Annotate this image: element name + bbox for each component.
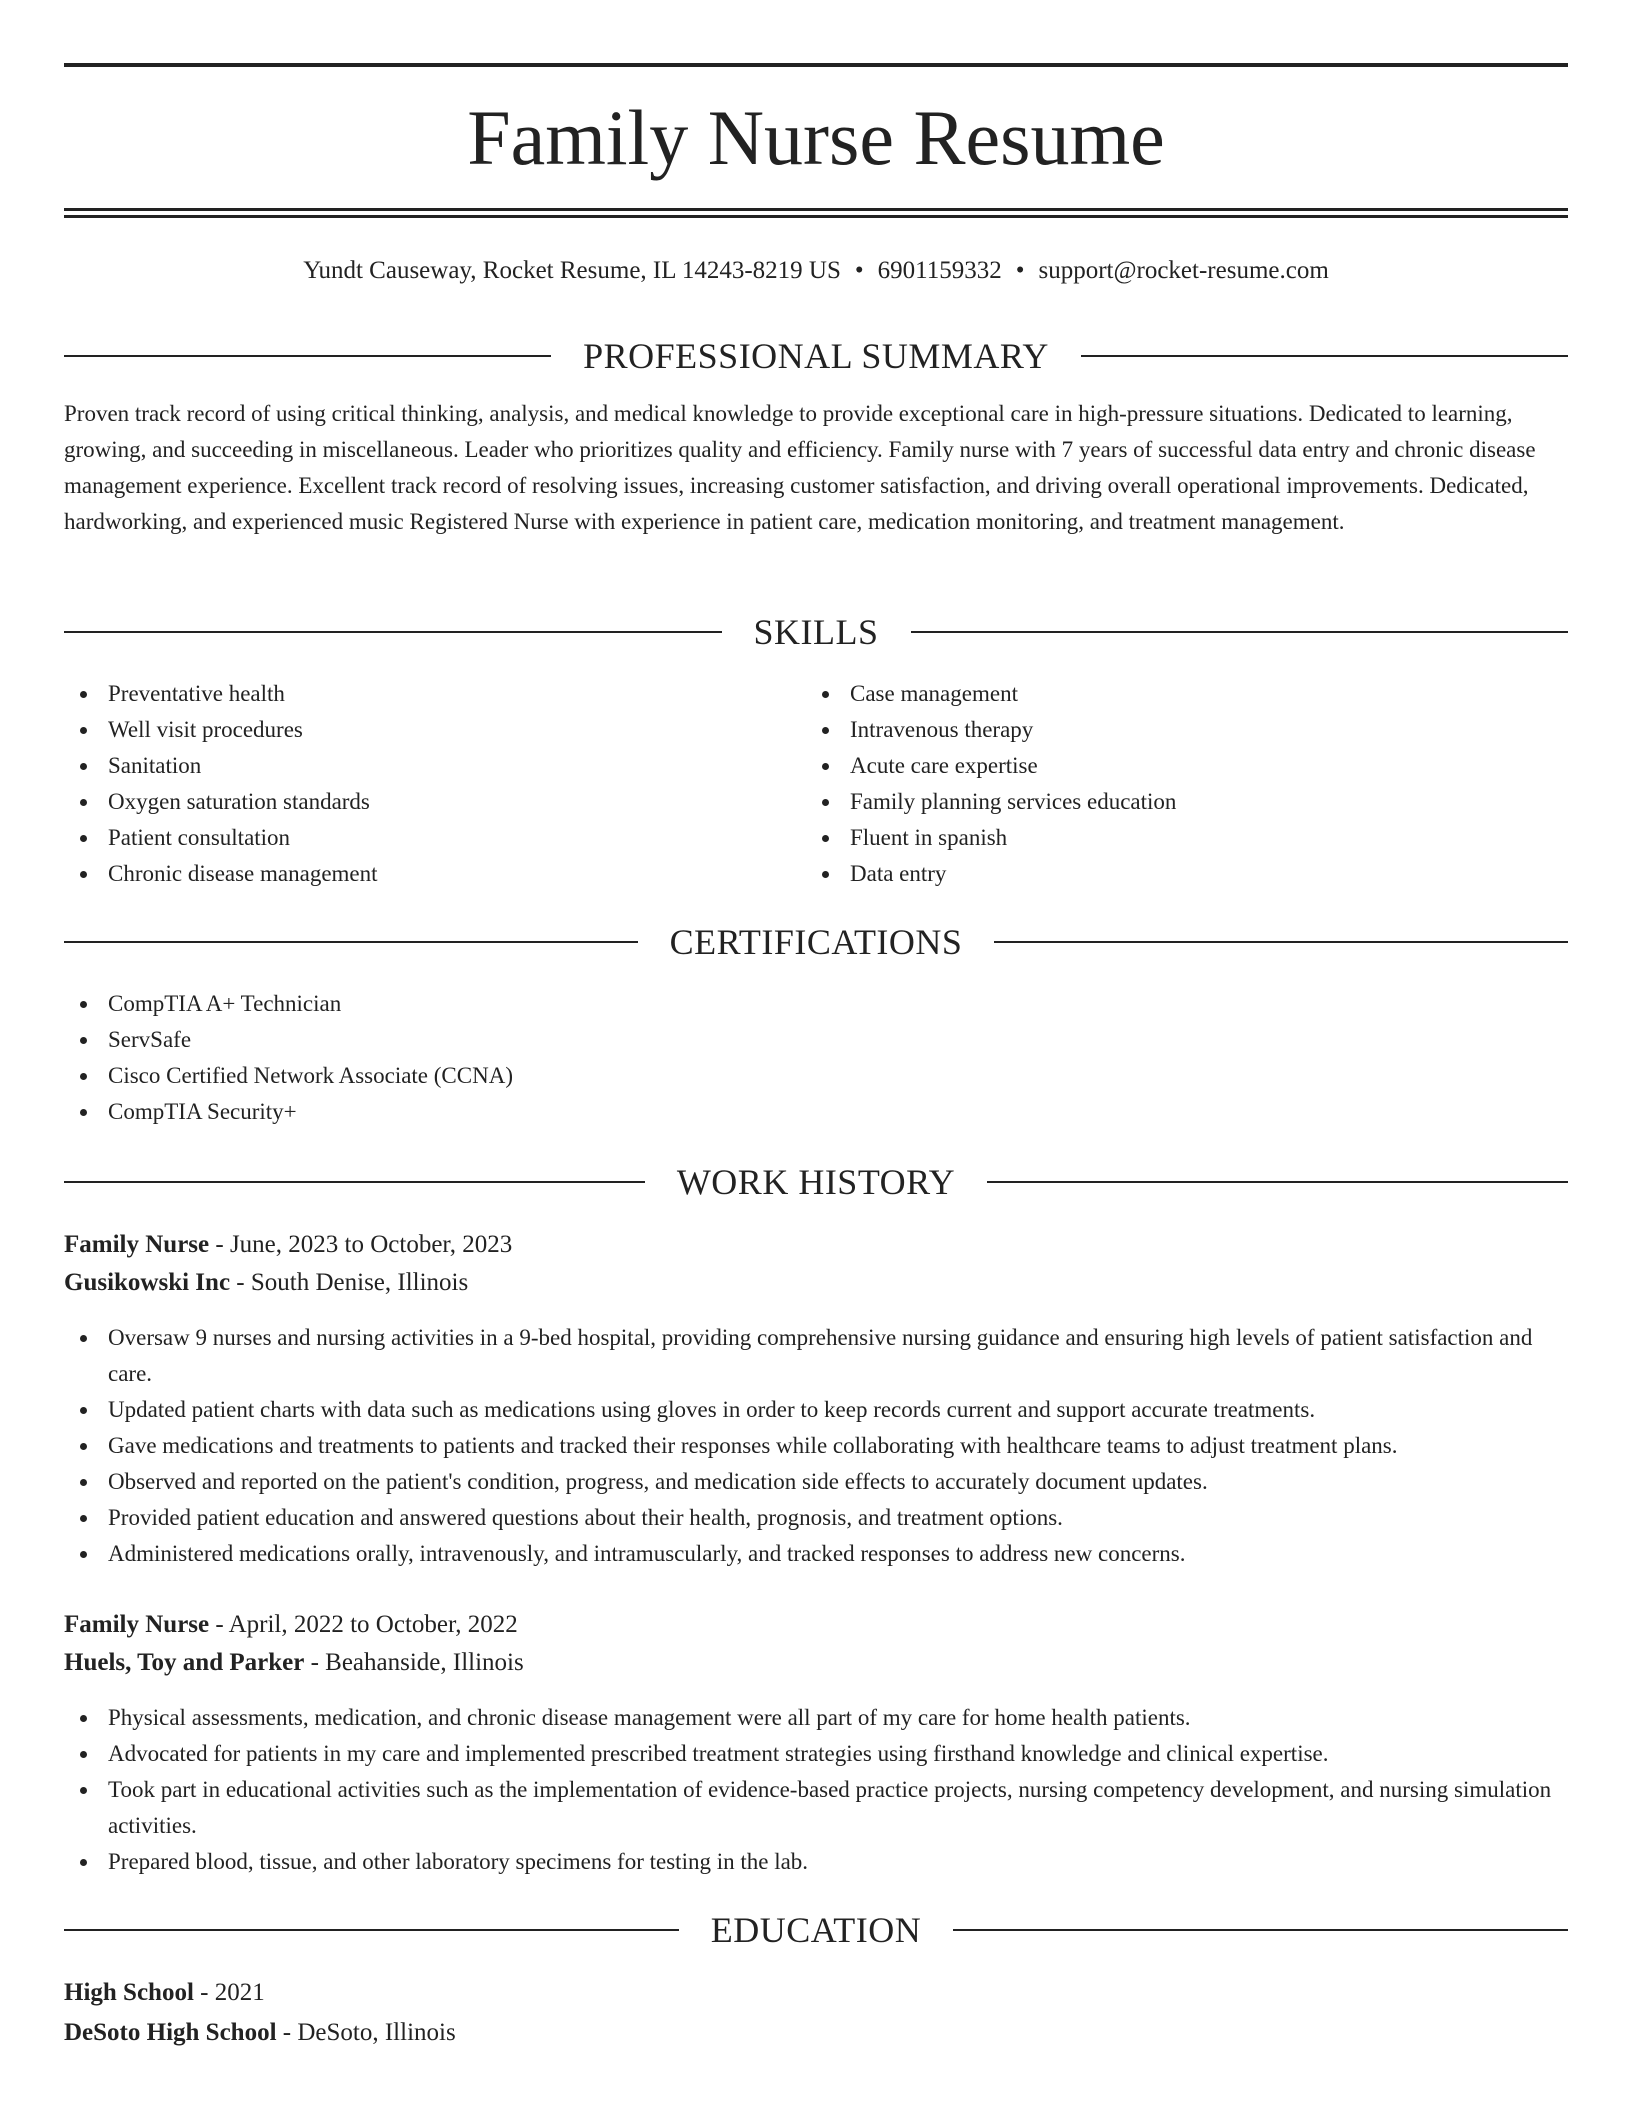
certification-item: CompTIA A+ Technician <box>64 986 1568 1022</box>
job-bullet: Administered medications orally, intravenously, and intramuscularly, and tracked responses to address new concerns. <box>64 1536 1568 1572</box>
job-bullet: Advocated for patients in my care and implemented prescribed treatment strategies using firsthand knowledge and clinical expertise. <box>64 1736 1568 1772</box>
resume-title: Family Nurse Resume <box>467 94 1165 181</box>
skill-item: Well visit procedures <box>64 712 804 748</box>
contact-separator: • <box>854 257 864 284</box>
job-title: Family Nurse <box>64 1611 210 1638</box>
job-bullet: Took part in educational activities such as the implementation of evidence-based practice projects, nursing competency development, and nursing simulation activities. <box>64 1772 1568 1844</box>
job-dates: - June, 2023 to October, 2023 <box>209 1231 513 1258</box>
skill-item: Oxygen saturation standards <box>64 784 804 820</box>
job-bullets <box>64 1320 1568 1572</box>
job-company-line <box>64 1264 1568 1302</box>
skill-item: Preventative health <box>64 676 804 712</box>
top-rule <box>64 63 1568 67</box>
job-location: - South Denise, Illinois <box>230 1269 469 1296</box>
title-rule-upper <box>64 208 1568 211</box>
certifications-heading-label: CERTIFICATIONS <box>669 922 963 962</box>
education-school: DeSoto High School <box>64 2019 277 2046</box>
job-company: Huels, Toy and Parker <box>64 1649 305 1676</box>
heading-rule <box>1081 355 1568 357</box>
heading-rule <box>911 631 1569 633</box>
skills-heading <box>64 610 1568 654</box>
skills-list-left <box>64 676 804 892</box>
work-history-heading <box>64 1160 1568 1204</box>
heading-rule <box>953 1929 1568 1931</box>
job-bullets <box>64 1700 1568 1880</box>
skill-item: Data entry <box>806 856 1566 892</box>
education-degree: High School <box>64 1979 194 2006</box>
heading-rule <box>64 355 551 357</box>
education-location: - DeSoto, Illinois <box>276 2019 456 2046</box>
summary-heading-label: PROFESSIONAL SUMMARY <box>583 336 1049 376</box>
education-degree-line <box>64 1974 1568 2012</box>
job-bullet: Provided patient education and answered questions about their health, prognosis, and treatment options. <box>64 1500 1568 1536</box>
certification-item: ServSafe <box>64 1022 1568 1058</box>
education-heading <box>64 1908 1568 1952</box>
contact-email: support@rocket-resume.com <box>1038 257 1329 284</box>
job-title-line <box>64 1606 1568 1644</box>
job-bullet: Prepared blood, tissue, and other laboratory specimens for testing in the lab. <box>64 1844 1568 1880</box>
education-year: - 2021 <box>193 1979 265 2006</box>
education-school-line <box>64 2014 1568 2052</box>
skill-item: Acute care expertise <box>806 748 1566 784</box>
heading-rule <box>64 1929 679 1931</box>
job-dates: - April, 2022 to October, 2022 <box>209 1611 518 1638</box>
job-title: Family Nurse <box>64 1231 210 1258</box>
certifications-list <box>64 986 1568 1130</box>
job-bullet: Gave medications and treatments to patients and tracked their responses while collaborating with healthcare teams to adjust treatment plans. <box>64 1428 1568 1464</box>
skill-item: Sanitation <box>64 748 804 784</box>
certification-item: CompTIA Security+ <box>64 1094 1568 1130</box>
job-bullet: Physical assessments, medication, and chronic disease management were all part of my care for home health patients. <box>64 1700 1568 1736</box>
contact-address: Yundt Causeway, Rocket Resume, IL 14243-8219 US <box>303 257 841 284</box>
skill-item: Intravenous therapy <box>806 712 1566 748</box>
skill-item: Case management <box>806 676 1566 712</box>
skill-item: Family planning services education <box>806 784 1566 820</box>
job-title-line <box>64 1226 1568 1264</box>
contact-line <box>64 254 1568 288</box>
job-location: - Beahanside, Illinois <box>304 1649 524 1676</box>
skill-item: Patient consultation <box>64 820 804 856</box>
job-company: Gusikowski Inc <box>64 1269 231 1296</box>
contact-separator: • <box>1015 257 1025 284</box>
skill-item: Fluent in spanish <box>806 820 1566 856</box>
summary-text: Proven track record of using critical thinking, analysis, and medical knowledge to provide exceptional care in high-pressure situations. Dedicated to learning, growing, and succeeding in miscellaneous. Leader who prioritizes quality and efficiency. Family nurse with 7 years of successful data entry and chronic disease management experience. Excellent track record of resolving issues, increasing customer satisfaction, and driving overall operational improvements. Dedicated, hardworking, and experienced music Registered Nurse with experience in patient care, medication monitoring, and treatment management. <box>64 401 1536 534</box>
work-history-heading-label: WORK HISTORY <box>676 1162 956 1202</box>
job-bullet: Observed and reported on the patient's condition, progress, and medication side effects to accurately document updates. <box>64 1464 1568 1500</box>
skills-list-right <box>806 676 1566 892</box>
heading-rule <box>64 1181 645 1183</box>
skill-item: Chronic disease management <box>64 856 804 892</box>
job-bullet: Oversaw 9 nurses and nursing activities in a 9-bed hospital, providing comprehensive nursing guidance and ensuring high levels of patient satisfaction and care. <box>64 1320 1568 1392</box>
job-bullet: Updated patient charts with data such as medications using gloves in order to keep records current and support accurate treatments. <box>64 1392 1568 1428</box>
contact-phone: 6901159332 <box>877 257 1002 284</box>
heading-rule <box>994 941 1568 943</box>
certification-item: Cisco Certified Network Associate (CCNA) <box>64 1058 1568 1094</box>
skills-heading-label: SKILLS <box>753 612 879 652</box>
heading-rule <box>64 631 722 633</box>
summary-heading <box>64 334 1568 378</box>
certifications-heading <box>64 920 1568 964</box>
title-rule-lower <box>64 215 1568 218</box>
heading-rule <box>987 1181 1568 1183</box>
job-company-line <box>64 1644 1568 1682</box>
heading-rule <box>64 941 638 943</box>
education-heading-label: EDUCATION <box>710 1910 922 1950</box>
